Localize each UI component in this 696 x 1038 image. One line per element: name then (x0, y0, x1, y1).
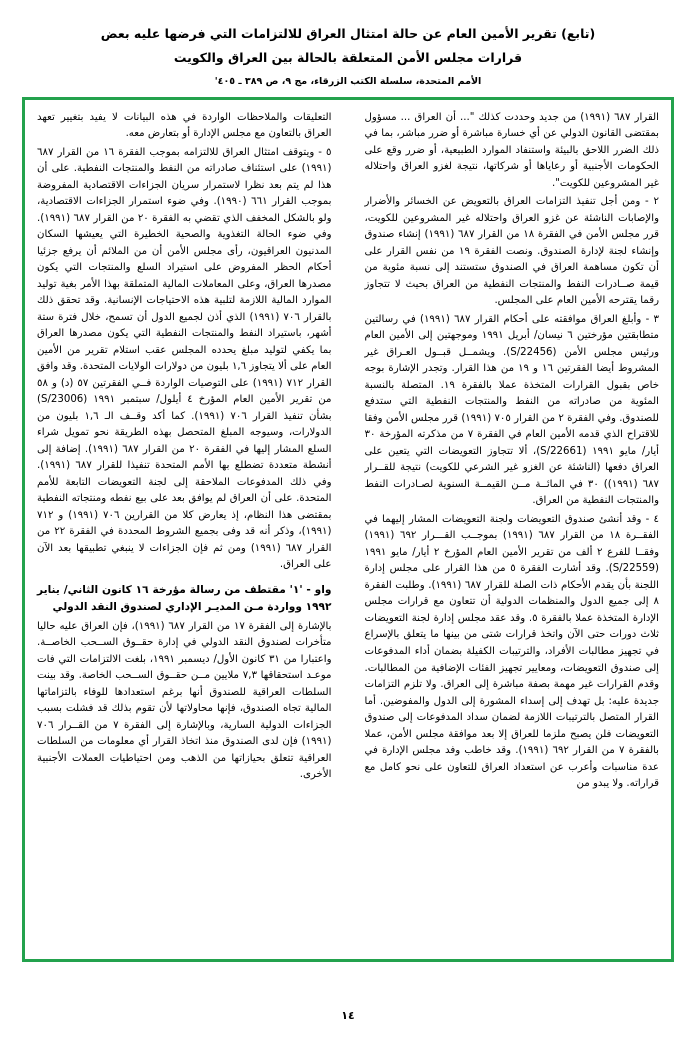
title-line-1: (تابع) تقرير الأمين العام عن حالة امتثال العراق للالتزامات التي فرضها عليه بعض (100, 26, 596, 41)
column-right (365, 110, 660, 947)
paragraph: ٥ - ويتوقف امتثال العراق للالتزامه بموجب الفقرة ١٦ من القرار ٦٨٧ (١٩٩١) على استئناف صادراته من النفط والمنتجات النفطية. على أن هذا لم يتم بعد نظرا لاستمرار سريان الجزاءات الاقتصادية المفروضة بموجب القرار ٦٦١ (١٩٩٠). وفي ضوء استمرار الجزاءات الاقتصادية، ولو بالشكل المخفف الذي تقضي به الفقرة ٢٠ من القرار ٦٨٧ (١٩٩١). وفي ضوء الحالة التغذوية والصحية الخطيرة التي يعيشها السكان المدنيون العراقيون، رأى مجلس الأمن أن من الملائم أن يرفع جزئيا أحكام الحظر المفروض على استيراد السلع والمنتجات التي يكون مصدرها العراق، وعلى المعاملات المالية المتملقة بهذا الأمر بغية توليد الموارد المالية اللازمة لتلبية هذه الاحتياجات الإنسانية. وقد تحقق ذلك بالقرار ٧٠٦ (١٩٩١) الذي أذن لجميع الدول أن تسمح، خلال فترة ستة أشهر، باستيراد النفط والمنتجات النفطية التي يكون مصدرها العراق بما يكفي لتوليد مبلغ يحدده المجلس عقب استلام تقرير من الأمين العام على ألا يتجاوز ١,٦ بليون من دولارات الولايات المتحدة. وقد وافق القرار ٧١٢ (١٩٩١) على التوصيات الواردة فــي الفقرتين ٥٧ (د) و ٥٨ من تقرير الأمين العام المؤرخ ٤ أيلول/ سبتمبر ١٩٩١ (S/23006) بشأن تنفيذ القرار ٧٠٦ (١٩٩١). كما أكد وقــف الـ ١,٦ بليون من الدولارات، وسيوجه المبلغ المتحصل بهذه الطريقة نحو تمويل شراء السلع المشار إليها في الفقرة ٢٠ من القرار ٦٨٧ (١٩٩١). إضافة إلى أنشطة متعددة تضطلع بها الأمم المتحدة تنفيذا للقرار ٦٨٧ (١٩٩١). وفي ذلك المدفوعات الملاحقة إلى لجنة التعويضات التابعة للأمم المتحدة. على أن العراق لم يوافق بعد على بيع نفطه ومنتجاته النفطية بمقتضى هذا النظام، إذ يعارض كلا من القرارين ٧٠٦ (١٩٩١) و ٧١٢ (١٩٩١)، وذكر أنه قد وفى بجميع الشروط المحددة في الفقرة ٢٢ من القرار ٦٨٧ (١٩٩١) ومن ثم فإن الجزاءات لا ينبغي تطبيقها بعد الآن على العراق. (37, 146, 332, 571)
column-gap (348, 110, 349, 947)
two-column-body (37, 110, 659, 947)
paragraph: ٢ - ومن أجل تنفيذ التزامات العراق بالتعويض عن الخسائر والأضرار والإصابات الناشئة عن غزو العراق واحتلاله غير المشروعين للكويت، قرر مجلس الأمن في الفقرة ١٨ من القرار ٦٨٧ (١٩٩١) إنشاء صندوق وإنشاء لجنة لإدارة الصندوق. ونصت الفقرة ١٩ من نفس القرار على أن تكون مساهمة العراق في الصندوق ستستند إلى نسبة مئوية من قيمة صــادرات النفط والمنتجات النفطية من العراق بحيث لا تتجاوز رقما يقترحه الأمين العام على المجلس. (364, 196, 659, 307)
source-citation: الأمم المتحدة، سلسلة الكتب الزرقاء، مج ٩، ص ٣٨٩ ـ ٤٠٥' (214, 75, 482, 87)
page-title (22, 22, 674, 70)
paragraph: القرار ٦٨٧ (١٩٩١) من جديد وحددت كذلك "... أن العراق ... مسؤول بمقتضى القانون الدولي عن أي خسارة مباشرة أو ضرر مباشر، بما في ذلك الضرر اللاحق بالبيئة واستنفاد الموارد الطبيعية، أو ضرر وقع على الحكومات الأجنبية أو رعاياها أو شركاتها، نتيجة لغزو العراق واحتلاله غير المشروعين للكويت". (364, 111, 659, 189)
paragraph: التعليقات والملاحظات الواردة في هذه البيانات لا يفيد بتغيير تعهد العراق بالتعاون مع مجلس الإدارة أو بتعارض معه. (37, 111, 332, 140)
paragraph: ٤ - وقد أنشئ صندوق التعويضات ولجنة التعويضات المشار إليهما في الفقــرة ١٨ من القرار ٦٨٧ (١٩٩١) بموجــب القـــرار ٦٩٢ (١٩٩١) وفقــا للفرع ٢ ألف من تقرير الأمين العام المؤرخ ٢ أيار/ مايو ١٩٩١ (S/22559). وقد أشارت الفقرة ٥ من هذا القرار على مجلس إدارة اللجنة بأن يقدم الأحكام ذات الصلة للقرار ٦٨٧ (١٩٩١). وطلبت الفقرة ٨ إلى جميع الدول والمنظمات الدولية أن تتعاون مع قرارات مجلس الإدارة المتخذة عملا بالفقرة ٥. وقد عقد مجلس إدارة لجنة التعويضات ثلاث دورات حتى الآن واتخذ قرارات شتى من بينها ما يتعلق بالإسراع في تجهيز مطالبات الأفراد، والترتيبات الكفيلة بضمان أداء المدفوعات إلى صندوق التعويضات، ومعايير تجهيز الفئات الإضافية من المطالبات. وقدم القرارات غير مهمة بصفة مباشرة إلى العراق. ولا تلزم التزامات جديدة عليه: بل تهدف إلى إسداء المشورة إلى الدول والمفوضين. أما القرار المتصل بالترتيبات اللازمة لضمان سداد المدفوعات إلى صندوق التعويضات فلن يصبح ملزما للعراق إلا بعد موافقة مجلس الأمن، عملا بالفقرة ٧ من القرار ٦٩٢ (١٩٩١). وقد خاطب وفد مجلس الإدارة في عدة مناسبات وأعرب عن استعداد العراق للتعاون على نحو كامل مع قراراته. ولا يبدو من (364, 513, 660, 790)
section-heading: واو - '١' مقتطف من رسالة مؤرخة ١٦ كانون الثاني/ يناير ١٩٩٢ وواردة مـن المديـر الإداري لصندوق النقد الدولي (37, 583, 332, 613)
page-number: ١٤ (341, 1009, 355, 1022)
paragraph: بالإشارة إلى الفقرة ١٧ من القرار ٦٨٧ (١٩٩١)، فإن العراق عليه حاليا متأخرات لصندوق النقد الدولي في إدارة حقــوق الســحب الخاصــة. واعتبارا من ٣١ كانون الأول/ ديسمبر ١٩٩١، بلغت الالتزامات التي فات موعـد استحقاقها ٧,٣ ملايين مــن حقــوق الســحب الخاصة. وقد بينت السلطات العراقية للصندوق أنها برغم استعدادها للوفاء بالتزاماتها المالية تجاه الصندوق، فإنها محاولاتها لأن تقوم بذلك قد فشلت بسبب الجزاءات الدولية السارية، وبالإشارة إلى الفقرة ٧ من القــرار ٧٠٦ (١٩٩١) فإن لدى الصندوق منذ اتخاذ القرار أي معلومات من السلطات العراقية تتعلق بحيازاتها من الذهب ومن احتياطيات العملات الأجنبية الأخرى. (37, 620, 332, 781)
column-left (37, 110, 332, 947)
title-line-2: قرارات مجلس الأمن المتعلقة بالحالة بين العراق والكويت (173, 49, 523, 65)
text-frame (22, 97, 674, 962)
paragraph: ٣ - وأبلغ العراق موافقته على أحكام القرار ٦٨٧ (١٩٩١) في رسالتين متطابقتين مؤرختين ٦ نيسان/ أبريل ١٩٩١ وموجهتين إلى الأمين العام ورئيس مجلس الأمن (S/22456). ويشمــل قبــول العـراق غير المشروط أيضا الفقرتين ١٦ و ١٩ من هذا القرار. وتجدر الإشارة بوجه خاص بقبول القرارات المتخذة عملا بالفقرة ١٩. المتصلة بالنسبة المئوية من صادراته من النفط والمنتجات النفطية التي ستدفع للصندوق. وفي الفقرة ٢ من القرار ٧٠٥ (١٩٩١) قرر مجلس الأمن وفقا للاقتراح الذي قدمه الأمين العام في الفقرة ٧ من مذكرته المؤرخة ٣٠ أيار/ مايو ١٩٩١ (S/22661)، ألا تتجاوز التعويضات التي يتعين على العراق دفعها (الناشئة عن الغزو غير الشرعي للكويت) نتيجة للقــرار ٦٨٧ (١٩٩١)) ٣٠ في المائــة مــن القيمــة السنوية لصـادرات النفط والمنتجات النفطية من العراق. (364, 313, 660, 507)
